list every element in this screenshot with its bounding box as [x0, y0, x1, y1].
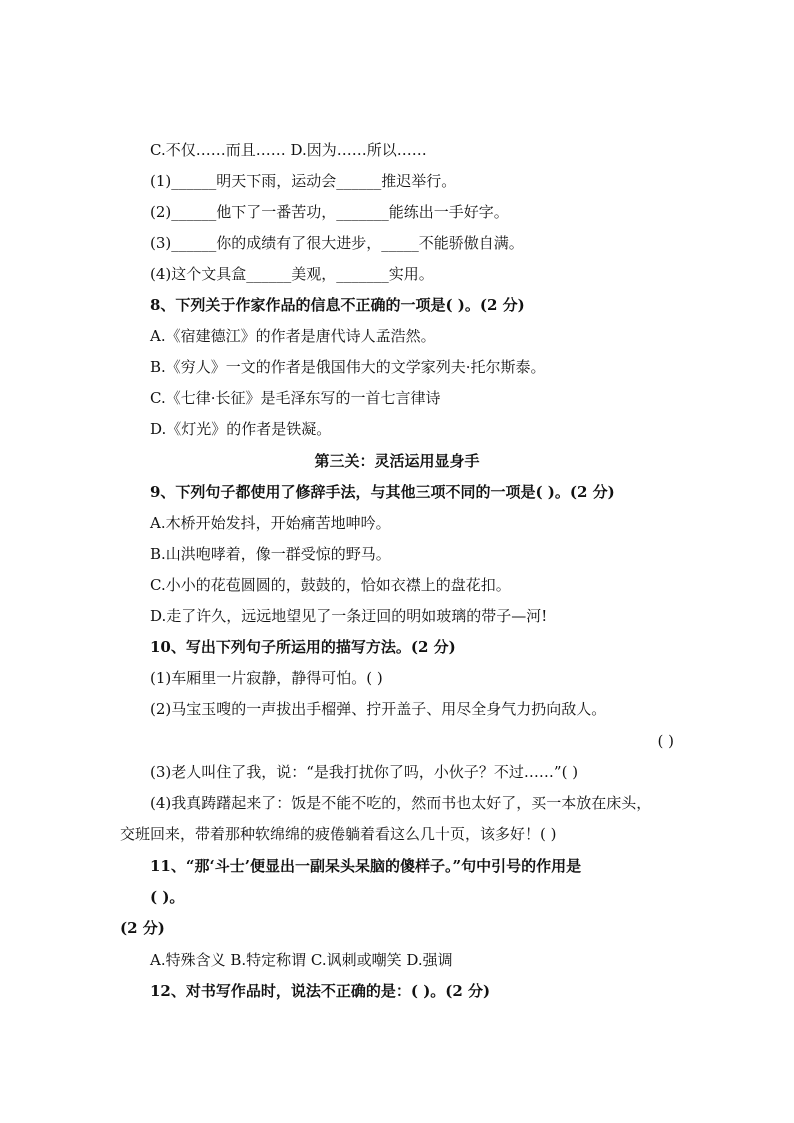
- q10-item-2: (2)马宝玉嗖的一声拔出手榴弹、拧开盖子、用尽全身气力扔向敌人。: [150, 700, 607, 718]
- q10-item-4: (4)我真踌躇起来了：饭是不能不吃的，然而书也太好了，买一本放在床头，: [150, 794, 652, 812]
- q9-option-c: C.小小的花苞圆圆的，鼓鼓的，恰如衣襟上的盘花扣。: [150, 576, 511, 594]
- question-11-score: (2 分): [120, 919, 165, 937]
- q8-option-b: B.《穷人》一文的作者是俄国伟大的文学家列夫·托尔斯泰。: [150, 358, 546, 376]
- question-11: 11、“那‘斗士’便显出一副呆头呆脑的傻样子。”句中引号的作用是: [150, 857, 582, 875]
- q10-item-3: (3)老人叫住了我，说：“是我打扰你了吗，小伙子？不过……”( ): [150, 763, 579, 781]
- q9-option-b: B.山洪咆哮着，像一群受惊的野马。: [150, 545, 391, 563]
- blank-item-2: (2)______他下了一番苦功，_______能练出一手好字。: [150, 203, 509, 221]
- q10-item-1: (1)车厢里一片寂静，静得可怕。( ): [150, 669, 383, 687]
- blank-item-1: (1)______明天下雨，运动会______推迟举行。: [150, 172, 457, 190]
- question-8: 8、下列关于作家作品的信息不正确的一项是( )。(2 分): [150, 296, 525, 314]
- q9-option-d: D.走了许久，远远地望见了一条迂回的明如玻璃的带子—河!: [150, 607, 548, 625]
- question-10: 10、写出下列句子所运用的描写方法。(2 分): [150, 638, 456, 656]
- blank-item-4: (4)这个文具盒______美观，_______实用。: [150, 265, 434, 283]
- q10-item-4-cont: 交班回来，带着那种软绵绵的疲倦躺着看这么几十页，该多好！( ): [120, 825, 557, 843]
- blank-item-3: (3)______你的成绩有了很大进步，_____不能骄傲自满。: [150, 234, 524, 252]
- q10-item-2-answer: ( ): [657, 732, 674, 750]
- q8-option-c: C.《七律·长征》是毛泽东写的一首七言律诗: [150, 389, 441, 407]
- question-11-paren: ( )。: [150, 888, 185, 906]
- section-title: 第三关：灵活运用显身手: [314, 452, 480, 470]
- question-12: 12、对书写作品时，说法不正确的是：( )。(2 分): [150, 982, 491, 1000]
- options-c-d: C.不仅……而且…… D.因为……所以……: [150, 141, 427, 159]
- question-9: 9、下列句子都使用了修辞手法，与其他三项不同的一项是( )。(2 分): [150, 483, 615, 501]
- q9-option-a: A.木桥开始发抖，开始痛苦地呻吟。: [150, 514, 391, 532]
- q11-options: A.特殊含义 B.特定称谓 C.讽刺或嘲笑 D.强调: [150, 951, 453, 969]
- q8-option-a: A.《宿建德江》的作者是唐代诗人孟浩然。: [150, 327, 436, 345]
- q8-option-d: D.《灯光》的作者是铁凝。: [150, 420, 332, 438]
